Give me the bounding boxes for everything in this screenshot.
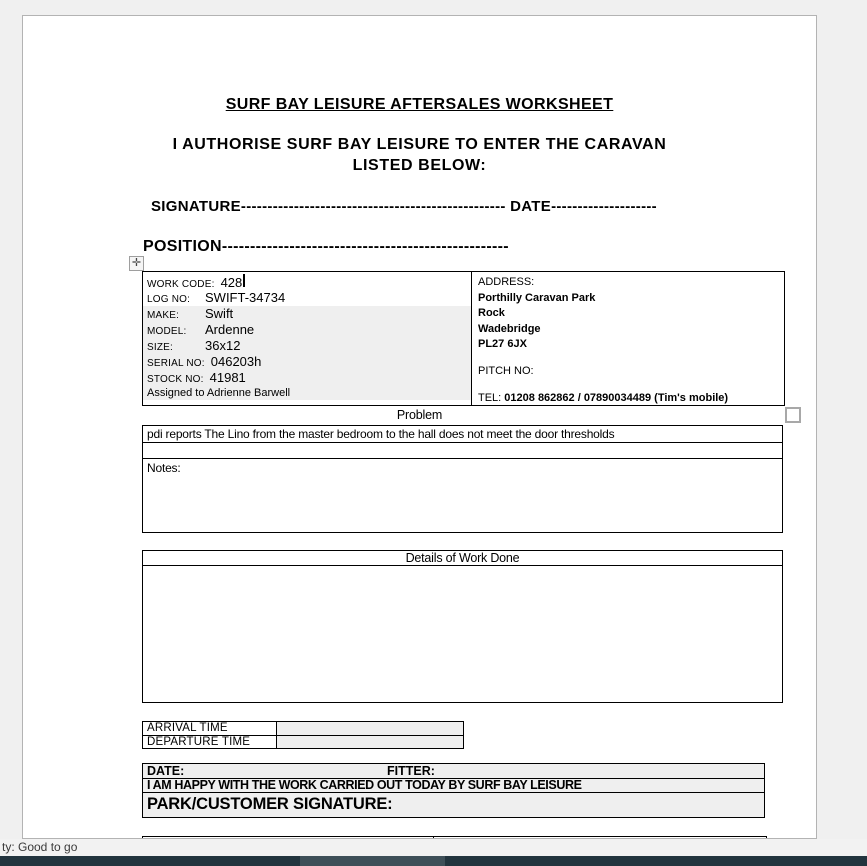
- arrival-time-label: ARRIVAL TIME: [143, 722, 277, 735]
- caravan-info-right-cell[interactable]: [472, 272, 784, 405]
- make-label: MAKE:: [147, 310, 180, 321]
- bottom-bar-segment[interactable]: [300, 856, 445, 866]
- arrival-time-value-cell[interactable]: [277, 722, 463, 735]
- field-model[interactable]: [143, 322, 471, 338]
- tel-label: TEL:: [478, 392, 505, 404]
- serial-no-value[interactable]: 046203h: [210, 354, 262, 369]
- address-line-2[interactable]: Rock: [478, 307, 505, 320]
- notes-cell[interactable]: Notes:: [147, 461, 181, 475]
- log-no-label: LOG NO:: [147, 294, 191, 305]
- times-table: [142, 721, 464, 749]
- document-page: [22, 15, 817, 839]
- bottom-dark-bar: [0, 856, 867, 866]
- shaded-field-block: [143, 306, 471, 400]
- address-block: [478, 275, 595, 353]
- fitter-label: FITTER:: [387, 764, 435, 778]
- table-resize-handle[interactable]: [785, 407, 801, 423]
- accessibility-status-text: ty: Good to go: [2, 840, 78, 854]
- accessibility-status-bar[interactable]: [0, 839, 867, 856]
- field-work-code[interactable]: [143, 274, 471, 290]
- model-label: MODEL:: [147, 326, 187, 337]
- address-line-3[interactable]: Wadebridge: [478, 322, 541, 335]
- address-line-1[interactable]: Porthilly Caravan Park: [478, 291, 596, 304]
- tel-value[interactable]: 01208 862862 / 07890034489 (Tim's mobile): [504, 392, 729, 404]
- date-fitter-row[interactable]: [143, 764, 764, 779]
- arrival-time-row: [143, 722, 463, 735]
- stock-no-label: STOCK NO:: [147, 374, 204, 385]
- authorise-line-1: I AUTHORISE SURF BAY LEISURE TO ENTER THE CARAVAN: [172, 136, 667, 153]
- serial-no-label: SERIAL NO:: [147, 358, 205, 369]
- happy-statement-row[interactable]: I AM HAPPY WITH THE WORK CARRIED OUT TODAY BY SURF BAY LEISURE: [143, 779, 764, 793]
- address-line-4[interactable]: PL27 6JX: [478, 338, 527, 351]
- work-done-table: [142, 550, 783, 703]
- signature-date-line: SIGNATURE-------------------------------------------------- DATE--------------------: [151, 198, 657, 215]
- date-label: DATE:: [147, 764, 185, 778]
- make-value[interactable]: Swift: [205, 306, 234, 321]
- departure-time-row: [143, 735, 463, 748]
- field-make[interactable]: [143, 306, 471, 322]
- address-label: ADDRESS:: [478, 276, 535, 288]
- work-done-header: Details of Work Done: [143, 551, 782, 566]
- customer-signature-row[interactable]: PARK/CUSTOMER SIGNATURE:: [147, 795, 393, 813]
- signoff-table: [142, 763, 765, 818]
- size-value[interactable]: 36x12: [205, 338, 241, 353]
- departure-time-value-cell[interactable]: [277, 736, 463, 748]
- problem-report-row[interactable]: pdi reports The Lino from the master bedroom to the hall does not meet the door thresholds: [143, 426, 782, 443]
- size-label: SIZE:: [147, 342, 174, 353]
- authorise-line-2: LISTED BELOW:: [352, 157, 487, 174]
- problem-section-header: Problem: [396, 408, 443, 422]
- caravan-info-left-cell[interactable]: [143, 272, 472, 405]
- tel-line[interactable]: [478, 392, 728, 404]
- departure-time-label: DEPARTURE TIME: [143, 736, 277, 748]
- work-code-label: WORK CODE:: [147, 279, 215, 290]
- field-stock-no[interactable]: [143, 370, 471, 386]
- pitch-no-label[interactable]: PITCH NO:: [478, 365, 534, 377]
- table-move-handle-icon[interactable]: ✛: [129, 256, 144, 271]
- field-serial-no[interactable]: [143, 354, 471, 370]
- problem-table: [142, 425, 783, 533]
- field-log-no[interactable]: [143, 290, 471, 306]
- document-title: SURF BAY LEISURE AFTERSALES WORKSHEET: [225, 96, 614, 113]
- model-value[interactable]: Ardenne: [205, 322, 255, 337]
- problem-empty-row[interactable]: [143, 443, 782, 459]
- assigned-note[interactable]: Assigned to Adrienne Barwell: [147, 387, 291, 399]
- caravan-info-table: [142, 271, 785, 406]
- position-line: POSITION---------------------------------------------------: [143, 238, 509, 255]
- field-size[interactable]: [143, 338, 471, 354]
- stock-no-value[interactable]: 41981: [209, 370, 246, 385]
- text-cursor: [243, 274, 245, 287]
- work-code-value[interactable]: 428: [220, 275, 243, 290]
- log-no-value[interactable]: SWIFT-34734: [205, 290, 286, 305]
- work-done-entry-area[interactable]: [143, 566, 782, 702]
